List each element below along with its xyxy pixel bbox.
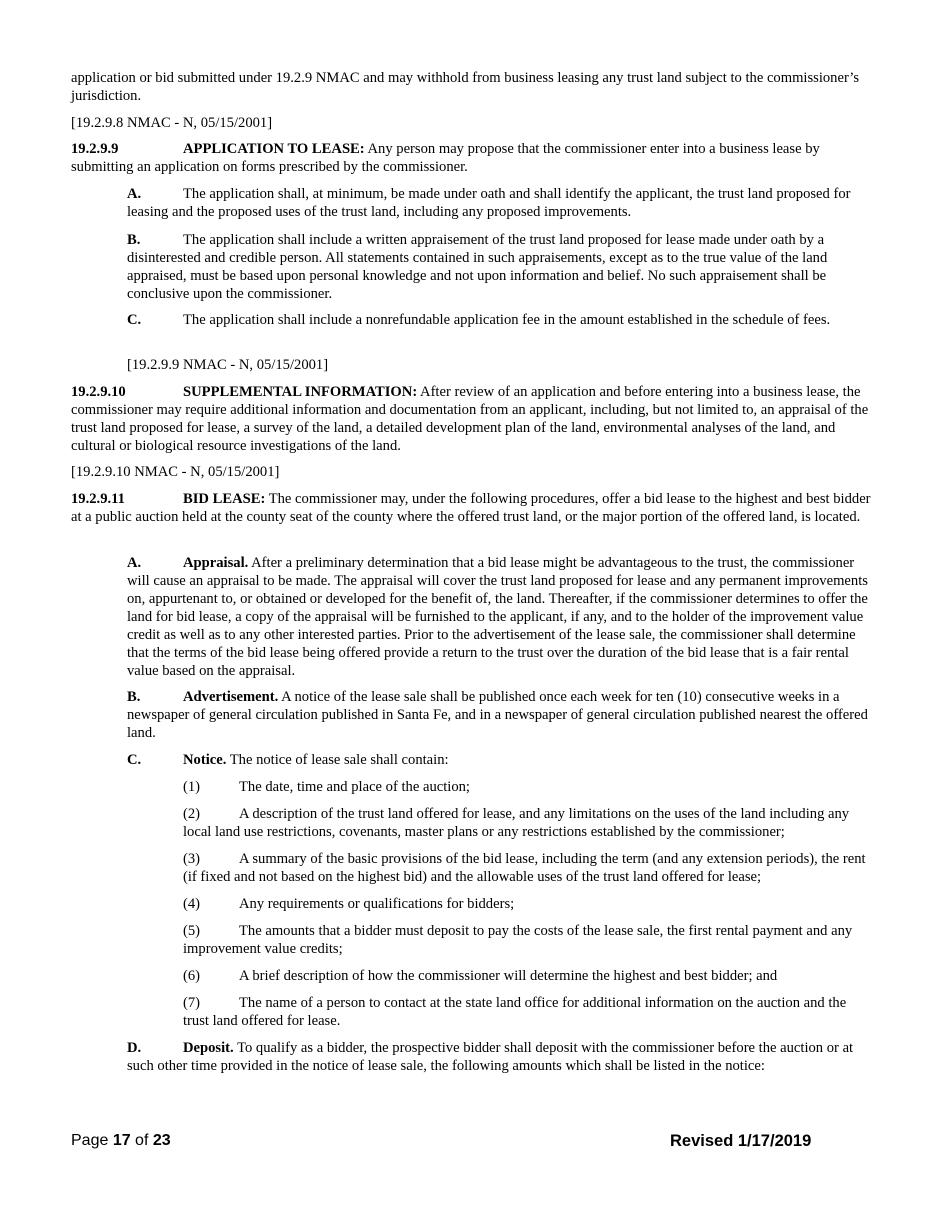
list-item-number: (4) [183,896,201,912]
subsection-9-C [127,311,871,329]
list-item [183,922,871,958]
page-total: 23 [152,1132,171,1149]
revised-date: Revised 1/17/2019 [670,1132,812,1150]
subsection-text: The application shall include a written appraisement of the trust land proposed for lease made under oath by a disinterested and credible person. All statements contained in such appraisements, except as to the true value of the land appraised, must be based upon personal knowledge and not upon information and belief. No such appraisement shall be conclusive upon the commissioner. [127,232,828,302]
list-item-number: (2) [183,806,201,822]
subsection-heading: Advertisement. [183,689,279,705]
history-note-8: [19.2.9.8 NMAC - N, 05/15/2001] [71,115,273,131]
list-item [183,805,871,841]
section-number: 19.2.9.9 [71,141,119,157]
subsection-text: The application shall, at minimum, be made under oath and shall identify the applicant, the trust land proposed for leasing and the proposed uses of the trust land, including any proposed improvements. [127,186,851,220]
list-item-text: The amounts that a bidder must deposit to pay the costs of the lease sale, the first rental payment and any improvement value credits; [183,923,853,957]
subsection-11-B [127,688,871,742]
list-item [183,967,871,985]
subsection-letter: C. [127,312,142,328]
list-item [183,778,871,796]
list-item-number: (3) [183,851,201,867]
list-item-number: (7) [183,995,201,1011]
list-item-number: (5) [183,923,201,939]
page-counter [71,1131,171,1151]
section-19-2-9-9 [71,140,871,176]
section-title: SUPPLEMENTAL INFORMATION: [183,384,418,400]
list-item-number: (1) [183,779,201,795]
list-item-text: A brief description of how the commissioner will determine the highest and best bidder; and [239,968,778,984]
subsection-letter: B. [127,232,141,248]
list-item-number: (6) [183,968,201,984]
list-item-text: Any requirements or qualifications for bidders; [239,896,515,912]
subsection-text: The notice of lease sale shall contain: [226,752,449,768]
subsection-11-A [127,554,871,680]
section-text: The commissioner may, under the following procedures, offer a bid lease to the highest and best bidder at a public auction held at the county seat of the county where the offered trust land, or the major portion of the offered land, is located. [71,491,871,525]
subsection-text: To qualify as a bidder, the prospective bidder shall deposit with the commissioner before the auction or at such other time provided in the notice of lease sale, the following amounts which shall be listed in the notice: [127,1040,854,1074]
subsection-text: A notice of the lease sale shall be published once each week for ten (10) consecutive weeks in a newspaper of general circulation published in Santa Fe, and in a newspaper of general circulation published nearest the offered land. [127,689,868,741]
subsection-text: The application shall include a nonrefundable application fee in the amount established in the schedule of fees. [183,312,831,328]
subsection-11-D [127,1039,871,1075]
subsection-9-A [127,185,871,221]
subsection-9-B [127,231,871,303]
subsection-letter: B. [127,689,141,705]
of-word: of [130,1132,153,1149]
subsection-letter: A. [127,186,142,202]
list-item-text: A description of the trust land offered for lease, and any limitations on the uses of the land including any local land use restrictions, covenants, master plans or any restrictions established by the commissioner; [183,806,850,840]
section-19-2-9-10 [71,383,871,455]
subsection-letter: D. [127,1040,142,1056]
section-number: 19.2.9.11 [71,491,125,507]
subsection-heading: Appraisal. [183,555,249,571]
list-item [183,850,871,886]
page-number: 17 [112,1132,131,1149]
section-text: Any person may propose that the commissioner enter into a business lease by submitting an application on forms prescribed by the commissioner. [71,141,820,175]
subsection-heading: Deposit. [183,1040,234,1056]
continued-paragraph: application or bid submitted under 19.2.9 NMAC and may withhold from business leasing any trust land subject to the commissioner’s jurisdiction. [71,70,860,104]
section-number: 19.2.9.10 [71,384,126,400]
history-note-10: [19.2.9.10 NMAC - N, 05/15/2001] [71,464,280,480]
list-item-text: The date, time and place of the auction; [239,779,470,795]
section-19-2-9-11 [71,490,871,526]
subsection-heading: Notice. [183,752,227,768]
section-text: After review of an application and before entering into a business lease, the commissioner may require additional information and documentation from an applicant, including, but not limited to, an appraisal of the trust land proposed for lease, a survey of the land, a detailed development plan of the land, environmental analyses of the land, and cultural or biological resource investigations of the land. [71,384,869,454]
history-note-9: [19.2.9.9 NMAC - N, 05/15/2001] [127,357,329,373]
subsection-11-C [127,751,871,769]
list-item-text: A summary of the basic provisions of the bid lease, including the term (and any extension periods), the rent (if fixed and not based on the highest bid) and the allowable uses of the trust land offered for lease; [183,851,866,885]
list-item [183,895,871,913]
subsection-text: After a preliminary determination that a bid lease might be advantageous to the trust, the commissioner will cause an appraisal to be made. The appraisal will cover the trust land proposed for lease and any permanent improvements on, appurtenant to, or obtained or developed for the benefit of, the land. Thereafter, if the commissioner determines to offer the land for bid lease, a copy of the appraisal will be furnished to the applicant, if any, and to the holder of the improvement value credit as well as to any other interested parties. Prior to the advertisement of the lease sale, the commissioner shall determine that the terms of the bid lease being offered provide a return to the trust over the duration of the bid lease that is a fair rental value based on the appraisal. [127,555,868,679]
list-item [183,994,871,1030]
section-title: BID LEASE: [183,491,266,507]
subsection-letter: A. [127,555,142,571]
section-title: APPLICATION TO LEASE: [183,141,365,157]
list-item-text: The name of a person to contact at the state land office for additional information on the auction and the trust land offered for lease. [183,995,847,1029]
page-word: Page [71,1132,113,1149]
subsection-letter: C. [127,752,142,768]
